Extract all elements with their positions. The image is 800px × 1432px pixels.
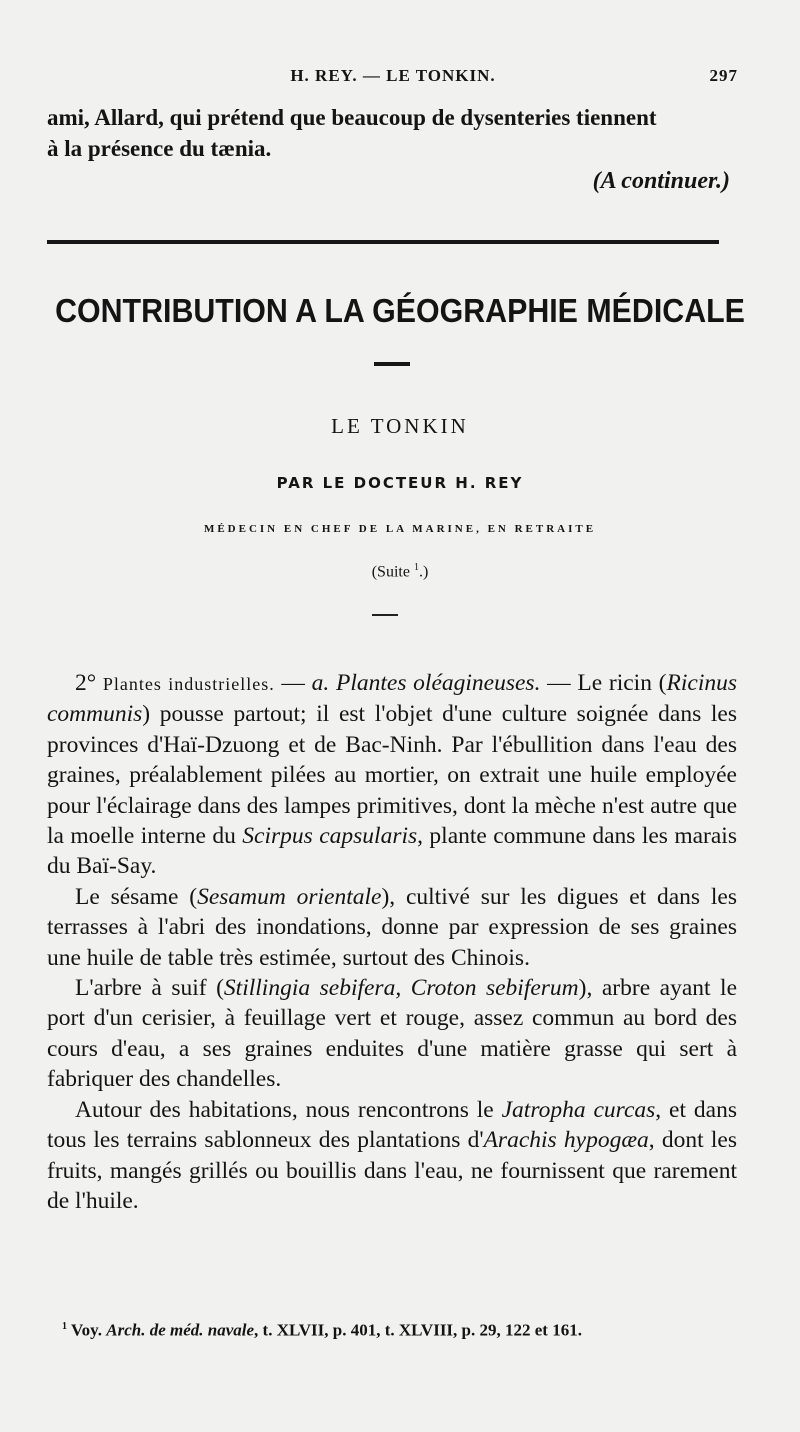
previous-article-ending <box>47 102 737 164</box>
section-divider <box>47 240 719 244</box>
paragraph-1-lead: — Le ricin ( <box>540 670 667 696</box>
suite-text: (Suite <box>371 563 410 581</box>
page-number: 297 <box>709 66 738 85</box>
running-header-title: H. REY. — LE TONKIN. <box>290 66 496 85</box>
paragraph-4-end: , dont les fruits, mangés grillés ou bouillis dans l'eau, ne fournissent que rarement de l'huile. <box>47 1127 737 1214</box>
latin-name-sesamum: Sesamum orientale <box>197 883 382 910</box>
latin-name-stillingia: Stillingia sebifera, Croton sebiferum <box>223 975 579 1002</box>
paragraph-1-text: ) pousse partout; il est l'objet d'une culture soignée dans les provinces d'Haï-Dzuong et de Bac-Ninh. Par l'ébullition dans l'eau des graines, préalablement pilées au mortier, on extrait une huile employée pour l'éclairage dans des lampes primitives, dont la mèche n'est autre que la moelle interne du <box>47 701 737 850</box>
article-subtitle: LE TONKIN <box>331 414 469 438</box>
article-body <box>47 668 737 1216</box>
latin-name-arachis: Arachis hypogæa <box>483 1127 649 1154</box>
footnote-marker: 1 <box>62 1321 67 1332</box>
short-dash <box>372 614 398 616</box>
paragraph-4-start: Autour des habitations, nous rencontrons le <box>75 1096 502 1123</box>
continuation-note: (A continuer.) <box>592 168 730 194</box>
paragraph-2-text: ), cultivé sur les digues et dans les terrasses à l'abri des inondations, donne par expression de ses graines une huile de table très estimée, surtout des Chinois. <box>47 883 737 971</box>
latin-name-scirpus: Scirpus capsularis <box>242 823 418 850</box>
article-title: CONTRIBUTION A LA GÉOGRAPHIE MÉDICALE <box>55 292 745 329</box>
article-author: PAR LE DOCTEUR H. REY <box>276 474 524 492</box>
section-heading: Plantes industrielles. <box>102 674 275 694</box>
suite-close: .) <box>418 563 429 581</box>
footnote-text-end: , t. XLVII, p. 401, t. XLVIII, p. 29, 122 et 161. <box>254 1320 582 1340</box>
running-header <box>48 66 738 88</box>
previous-article-line-2: à la présence du tænia. <box>47 136 272 161</box>
suite-footnote-ref: 1 <box>413 562 419 573</box>
paragraph-2 <box>47 882 737 973</box>
subsection-heading: a. Plantes oléagineuses. <box>311 670 541 696</box>
paragraph-3-text: ), arbre ayant le port d'un cerisier, à feuillage vert et rouge, assez commun au bord des cours d'eau, a ses graines enduites d'une matière grasse qui sert à fabriquer des chandelles. <box>47 975 738 1093</box>
paragraph-1-end: , plante commune dans les marais du Baï-Say. <box>47 823 737 880</box>
paragraph-4 <box>47 1095 737 1217</box>
footnote-journal: Arch. de méd. navale <box>106 1320 255 1340</box>
latin-name-jatropha: Jatropha curcas <box>501 1096 656 1123</box>
suite-label <box>0 562 800 581</box>
author-affiliation: MÉDECIN EN CHEF DE LA MARINE, EN RETRAITE <box>203 523 597 535</box>
footnote <box>62 1316 752 1342</box>
title-dash <box>374 362 410 366</box>
paragraph-4-text: , et dans tous les terrains sablonneux des plantations d' <box>47 1096 737 1154</box>
paragraph-1 <box>47 668 737 882</box>
paragraph-3 <box>47 973 737 1095</box>
previous-article-line-1: ami, Allard, qui prétend que beaucoup de dysenteries tiennent <box>47 105 657 130</box>
separator: — <box>274 670 312 696</box>
latin-name-ricinus: Ricinus communis <box>47 670 737 728</box>
section-number: 2° <box>75 670 97 696</box>
footnote-text-start: Voy. <box>67 1320 107 1340</box>
paragraph-3-start: L'arbre à suif ( <box>75 975 224 1002</box>
paragraph-2-start: Le sésame ( <box>75 883 198 910</box>
